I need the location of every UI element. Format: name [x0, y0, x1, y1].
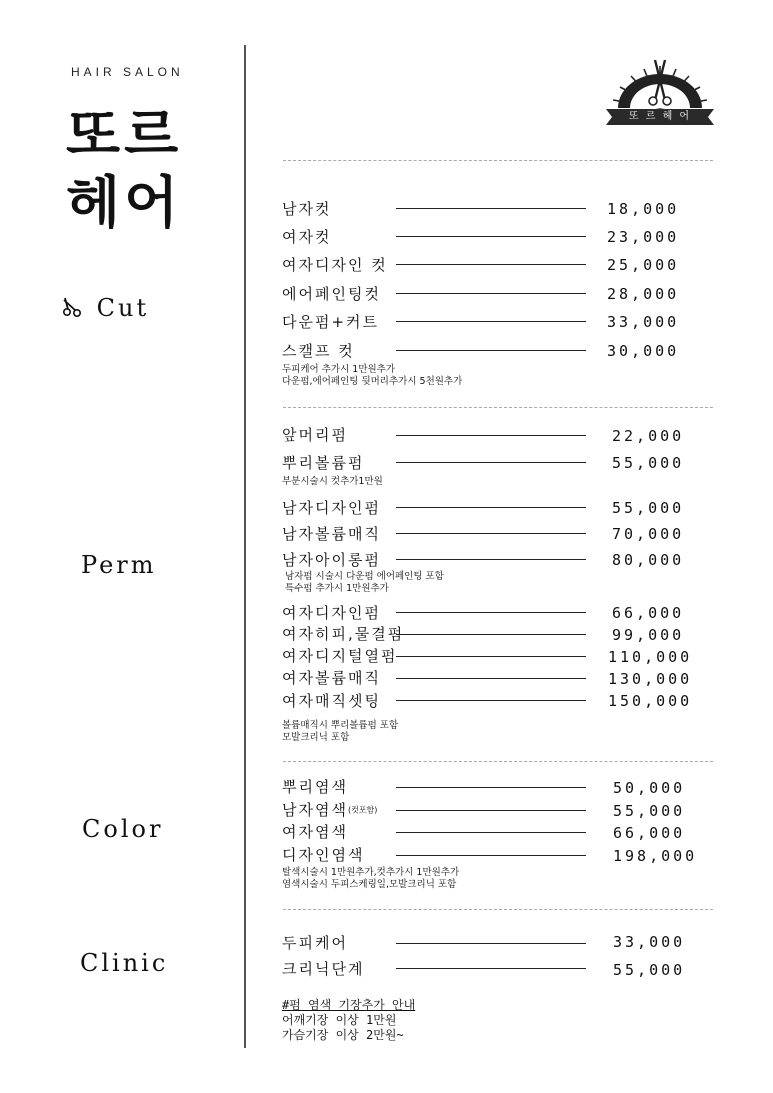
menu-item-price: 33,000 — [607, 313, 680, 331]
leader-line — [396, 462, 586, 463]
menu-item-price: 99,000 — [612, 626, 685, 644]
menu-item-name: 스캘프 컷 — [282, 342, 355, 360]
note-text: 두피케어 추가시 1만원추가 — [282, 364, 396, 375]
menu-item-name: 여자디지털열펌 — [282, 647, 398, 665]
leader-line — [396, 350, 586, 351]
category-cut-label: Cut — [96, 294, 150, 322]
leader-line — [396, 787, 586, 788]
menu-item-price: 22,000 — [612, 427, 685, 445]
menu-item-name: 여자디자인펌 — [282, 604, 381, 622]
menu-item-price: 23,000 — [607, 228, 680, 246]
leader-line — [396, 533, 586, 534]
leader-line — [396, 832, 586, 833]
menu-item-price: 130,000 — [608, 670, 693, 688]
note-text: 볼륨매직시 뿌리볼륨펌 포함 — [282, 720, 399, 731]
menu-item-name: 남자볼륨매직 — [282, 525, 381, 543]
menu-item-price: 66,000 — [612, 604, 685, 622]
note-text: 모발크리닉 포함 — [282, 732, 350, 743]
leader-line — [396, 700, 586, 701]
menu-item-name: 여자볼륨매직 — [282, 669, 381, 687]
category-clinic: Clinic — [80, 949, 169, 977]
menu-item-price: 55,000 — [613, 961, 686, 979]
section-divider — [283, 407, 713, 408]
menu-item-price: 55,000 — [612, 454, 685, 472]
menu-item-price: 150,000 — [608, 692, 693, 710]
leader-line — [396, 435, 586, 436]
leader-line — [396, 634, 586, 635]
menu-item-name: 디자인염색 — [282, 846, 365, 864]
menu-item-price: 28,000 — [607, 285, 680, 303]
vertical-divider — [244, 45, 246, 1048]
logo-text: 또 르 헤 어 — [628, 111, 692, 122]
leader-line — [396, 855, 586, 856]
menu-item-price: 198,000 — [613, 847, 698, 865]
menu-item-suffix: (컷포함) — [347, 805, 378, 815]
menu-item-name: 여자염색 — [282, 823, 348, 841]
menu-item-name: 남자디자인펌 — [282, 499, 381, 517]
menu-item-price: 18,000 — [607, 200, 680, 218]
leader-line — [396, 293, 586, 294]
menu-item-name: 여자컷 — [282, 228, 332, 246]
menu-item-price: 33,000 — [613, 933, 686, 951]
leader-line — [396, 678, 586, 679]
brand-title-line1: 또르 — [66, 103, 183, 168]
leader-line — [396, 612, 586, 613]
leader-line — [396, 943, 586, 944]
menu-item-name: 남자아이롱펌 — [282, 551, 381, 569]
brand-title-line2: 헤어 — [66, 171, 183, 236]
menu-item-name: 뿌리볼륨펌 — [282, 454, 365, 472]
leader-line — [396, 559, 586, 560]
note-text: 남자펌 시술시 다운펌 에어페인팅 포함 — [285, 571, 444, 582]
menu-item-price: 50,000 — [613, 779, 686, 797]
menu-item-price: 25,000 — [607, 256, 680, 274]
leader-line — [396, 264, 586, 265]
leader-line — [396, 208, 586, 209]
notice-line: 가슴기장 이상 2만원~ — [282, 1028, 404, 1042]
leader-line — [396, 236, 586, 237]
menu-item-price: 66,000 — [613, 824, 686, 842]
menu-item-price: 30,000 — [607, 342, 680, 360]
category-cut — [62, 294, 149, 324]
menu-item-price: 70,000 — [612, 525, 685, 543]
category-color: Color — [82, 815, 164, 843]
leader-line — [396, 968, 586, 969]
menu-item-label: 남자염색 — [282, 801, 348, 819]
notice-title: #펌 염색 기장추가 안내 — [282, 998, 416, 1012]
leader-line — [396, 321, 586, 322]
menu-item-name: 크리닉단계 — [282, 960, 365, 978]
salon-logo — [604, 56, 716, 132]
menu-item-price: 110,000 — [608, 648, 693, 666]
leader-line — [396, 656, 586, 657]
menu-item-price: 80,000 — [612, 551, 685, 569]
scissors-icon — [62, 296, 86, 324]
leader-line — [396, 810, 586, 811]
section-divider — [283, 909, 713, 910]
menu-item-name: 다운펌+커트 — [282, 313, 380, 331]
menu-item-name: 여자디자인 컷 — [282, 256, 388, 274]
menu-item-name: 여자히피,물결펌 — [282, 625, 405, 643]
menu-item-name: 뿌리염색 — [282, 778, 348, 796]
note-text: 특수펌 추가시 1만원추가 — [285, 583, 389, 594]
kicker-text: HAIR SALON — [71, 65, 184, 79]
note-text: 탈색시술시 1만원추가,컷추가시 1만원추가 — [282, 867, 460, 878]
section-divider — [283, 761, 713, 762]
menu-item-price: 55,000 — [613, 802, 686, 820]
menu-item-name: 여자매직셋팅 — [282, 692, 381, 710]
category-perm: Perm — [81, 551, 157, 579]
menu-item-name: 앞머리펌 — [282, 426, 348, 444]
leader-line — [396, 507, 586, 508]
note-text: 부분시술시 컷추가1만원 — [282, 476, 383, 487]
menu-item-name: 에어페인팅컷 — [282, 285, 381, 303]
menu-item-name — [282, 801, 377, 820]
menu-item-name: 두피케어 — [282, 934, 348, 952]
note-text: 다운펌,에어페인팅 뒷머리추가시 5천원추가 — [282, 376, 463, 387]
section-divider — [283, 160, 713, 161]
menu-item-name: 남자컷 — [282, 200, 332, 218]
note-text: 염색시술시 두피스케링일,모발크리닉 포함 — [282, 879, 457, 890]
notice-line: 어깨기장 이상 1만원 — [282, 1013, 397, 1027]
menu-item-price: 55,000 — [612, 499, 685, 517]
